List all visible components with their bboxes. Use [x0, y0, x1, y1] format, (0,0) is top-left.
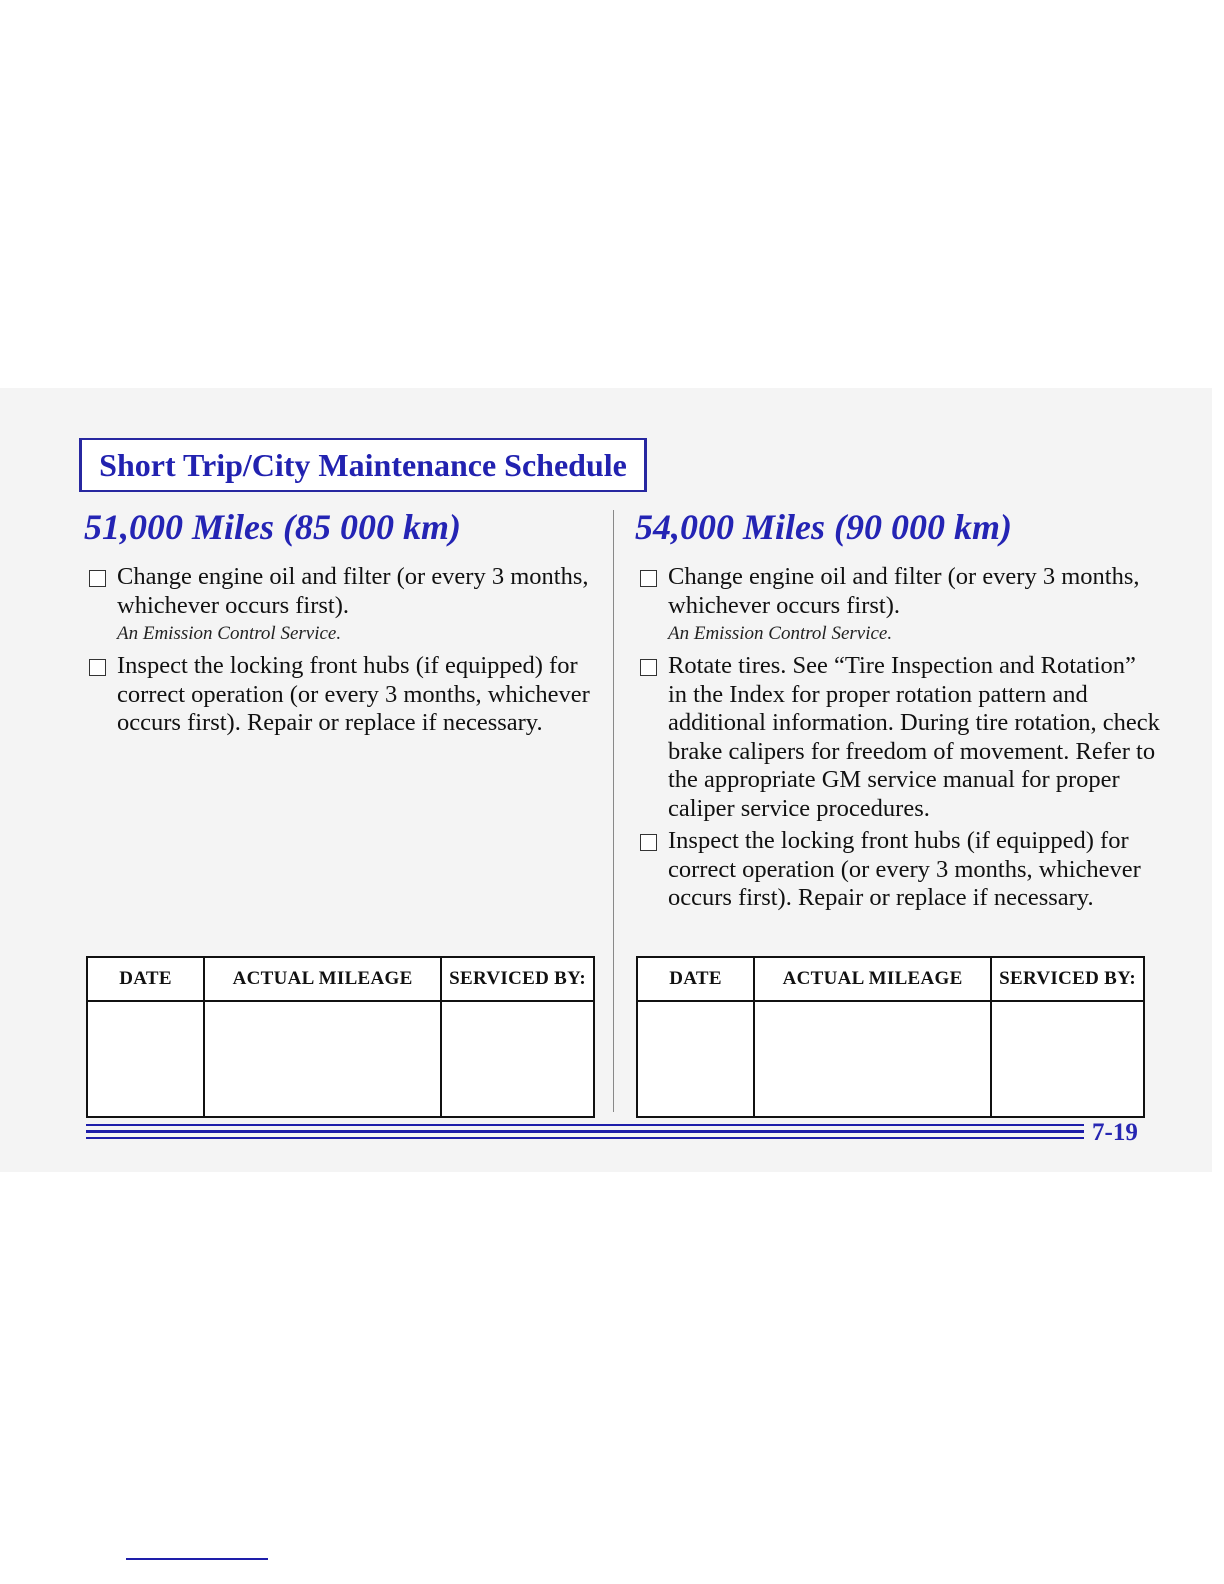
date-cell[interactable] [87, 1001, 204, 1117]
task-text: Inspect the locking front hubs (if equipped) for correct operation (or every 3 months, whichever occurs first). Repair or replace if necessary. [668, 827, 1141, 911]
section-title: Short Trip/City Maintenance Schedule [79, 438, 647, 492]
serviced-by-cell[interactable] [441, 1001, 594, 1117]
task-text: Change engine oil and filter (or every 3 months, whichever occurs first). [117, 563, 589, 619]
page-number: 7-19 [1092, 1119, 1138, 1146]
serviced-by-header: SERVICED BY: [441, 957, 594, 1001]
right-column-54000 [635, 504, 1160, 917]
task-text: Change engine oil and filter (or every 3 months, whichever occurs first). [668, 563, 1140, 619]
task-text: Inspect the locking front hubs (if equipped) for correct operation (or every 3 months, whichever occurs first). Repair or replace if necessary. [117, 652, 590, 736]
emission-service-note: An Emission Control Service. [668, 623, 893, 644]
footer-rule-top [86, 1124, 1084, 1126]
bottom-rule [126, 1558, 268, 1560]
footer-rule-bottom [86, 1137, 1084, 1139]
task-item [635, 563, 1160, 648]
task-item [84, 652, 604, 738]
left-column-51000 [84, 504, 604, 742]
serviced-by-header: SERVICED BY: [991, 957, 1144, 1001]
task-item [84, 563, 604, 648]
task-text: Rotate tires. See “Tire Inspection and Rotation” in the Index for proper rotation pattern and additional information. During tire rotation, check brake calipers for freedom of movement. Refer to the appropriate GM service manual for proper caliper service procedures. [668, 652, 1160, 822]
task-item [635, 827, 1160, 913]
column-divider [613, 510, 614, 1112]
task-item [635, 652, 1160, 823]
date-header: DATE [637, 957, 754, 1001]
date-cell[interactable] [637, 1001, 754, 1117]
actual-mileage-header: ACTUAL MILEAGE [754, 957, 991, 1001]
actual-mileage-cell[interactable] [204, 1001, 441, 1117]
emission-service-note: An Emission Control Service. [117, 623, 342, 644]
serviced-by-cell[interactable] [991, 1001, 1144, 1117]
service-record-table-51000 [86, 956, 595, 1118]
actual-mileage-cell[interactable] [754, 1001, 991, 1117]
checkbox-icon[interactable] [640, 659, 657, 676]
checkbox-icon[interactable] [640, 570, 657, 587]
actual-mileage-header: ACTUAL MILEAGE [204, 957, 441, 1001]
checkbox-icon[interactable] [640, 834, 657, 851]
footer-rule-middle [86, 1130, 1084, 1133]
date-header: DATE [87, 957, 204, 1001]
mileage-heading-54000: 54,000 Miles (90 000 km) [635, 507, 1012, 547]
checkbox-icon[interactable] [89, 659, 106, 676]
checkbox-icon[interactable] [89, 570, 106, 587]
service-record-table-54000 [636, 956, 1145, 1118]
mileage-heading-51000: 51,000 Miles (85 000 km) [84, 507, 461, 547]
